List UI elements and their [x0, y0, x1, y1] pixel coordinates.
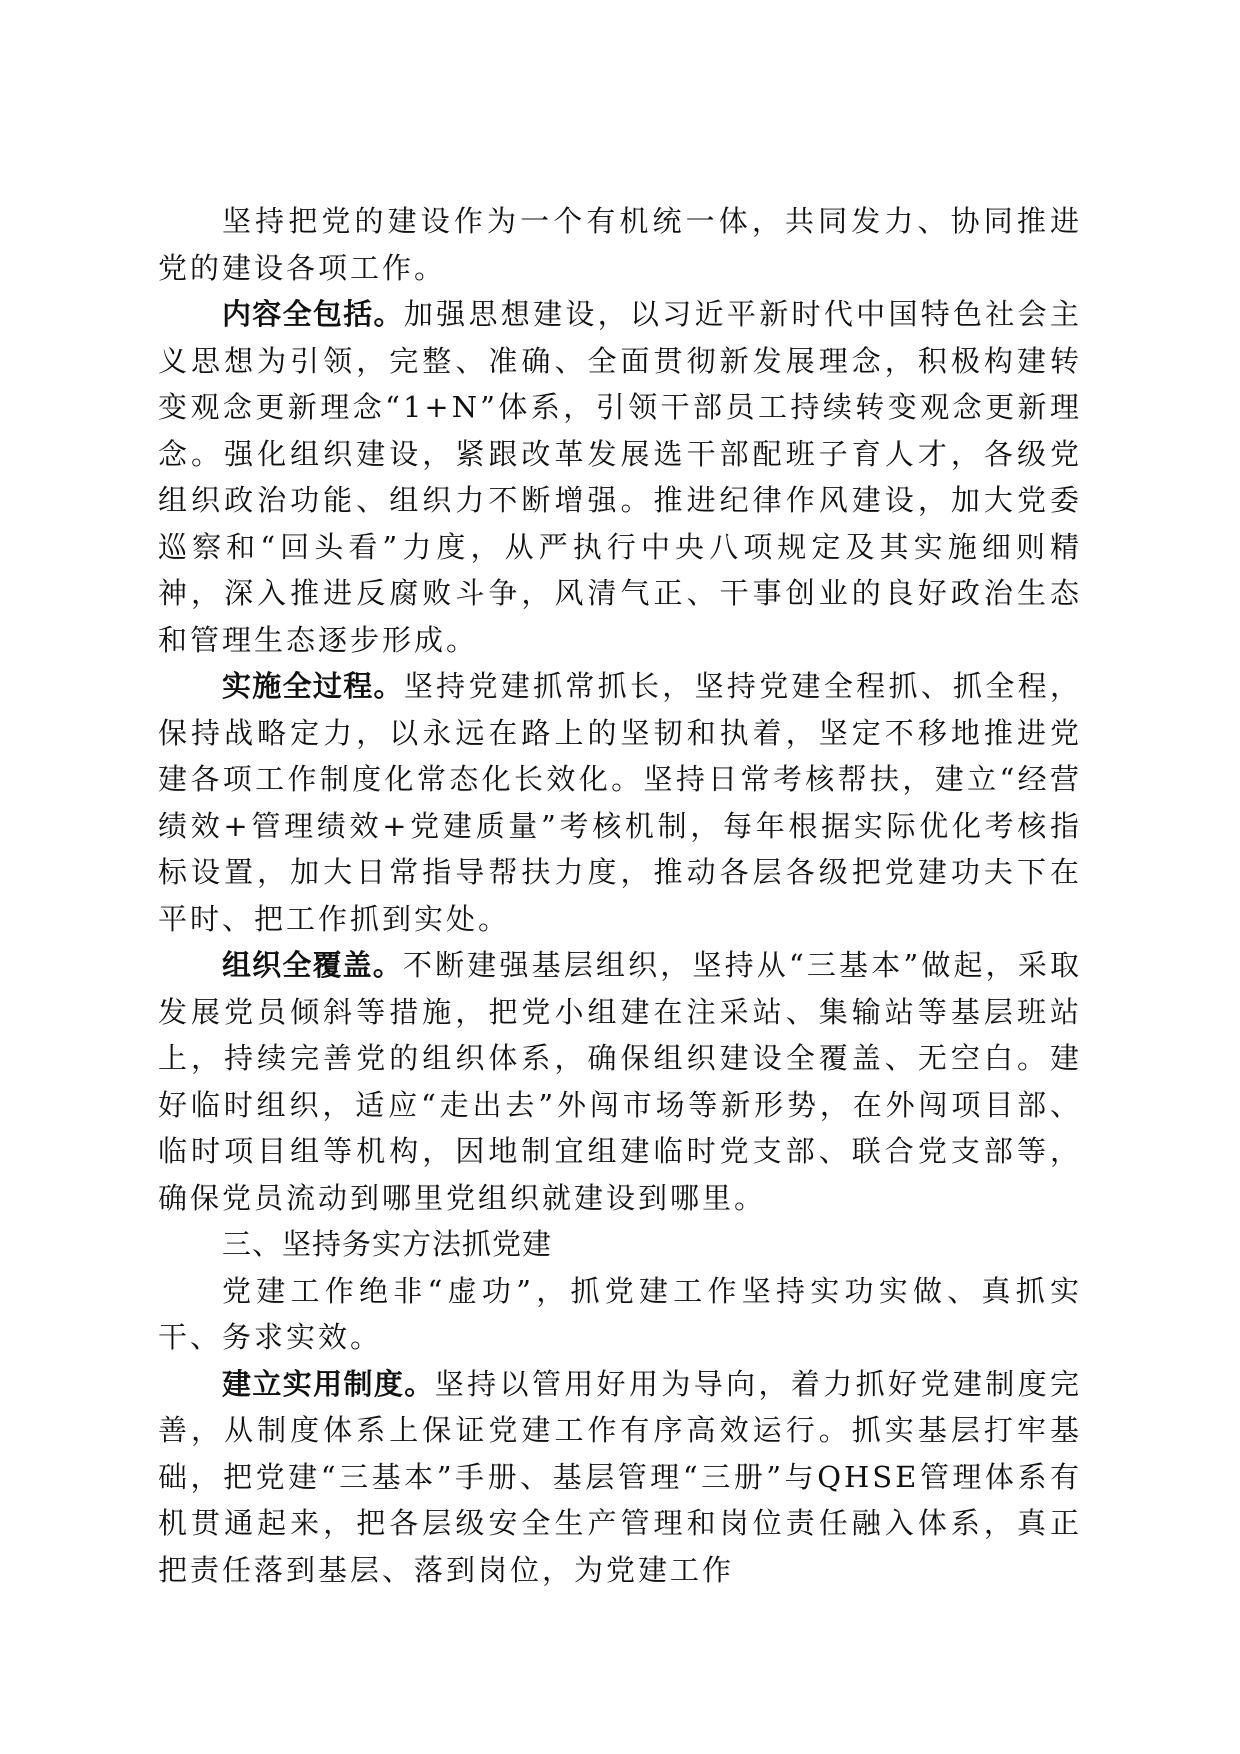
paragraph-organization-coverage	[158, 942, 1082, 1221]
paragraph-text: 加强思想建设，以习近平新时代中国特色社会主义思想为引领，完整、准确、全面贯彻新发展理念，积极构建转变观念更新理念“1+N”体系，引领干部员工持续转变观念更新理念。强化组织建设，紧跟改革发展选干部配班子育人才，各级党组织政治功能、组织力不断增强。推进纪律作风建设，加大党委巡察和“回头看”力度，从严执行中央八项规定及其实施细则精神，深入推进反腐败斗争，风清气正、干事创业的良好政治生态和管理生态逐步形成。	[158, 297, 1082, 657]
paragraph-text: 坚持以管用好用为导向，着力抓好党建制度完善，从制度体系上保证党建工作有序高效运行。抓实基层打牢基础，把党建“三基本”手册、基层管理“三册”与QHSE管理体系有机贯通起来，把各层级安全生产管理和岗位责任融入体系，真正把责任落到基层、落到岗位，为党建工作	[158, 1366, 1082, 1587]
document-page	[158, 198, 1082, 1593]
paragraph-text: 坚持党建抓常抓长，坚持党建全程抓、抓全程，保持战略定力，以永远在路上的坚韧和执着，坚定不移地推进党建各项工作制度化常态化长效化。坚持日常考核帮扶，建立“经营绩效+管理绩效+党建质量”考核机制，每年根据实际优化考核指标设置，加大日常指导帮扶力度，推动各层各级把党建功夫下在平时、把工作抓到实处。	[158, 669, 1082, 936]
paragraph-lead: 内容全包括。	[222, 297, 404, 331]
paragraph-full-process	[158, 663, 1082, 942]
paragraph-section-intro	[158, 1268, 1082, 1361]
paragraph-text: 不断建强基层组织，坚持从“三基本”做起，采取发展党员倾斜等措施，把党小组建在注采站、集输站等基层班站上，持续完善党的组织体系，确保组织建设全覆盖、无空白。建好临时组织，适应“走出去”外闯市场等新形势，在外闯项目部、临时项目组等机构，因地制宜组建临时党支部、联合党支部等，确保党员流动到哪里党组织就建设到哪里。	[158, 948, 1082, 1215]
paragraph-lead: 建立实用制度。	[222, 1366, 435, 1401]
paragraph-text: 党建工作绝非“虚功”，抓党建工作坚持实功实做、真抓实干、务求实效。	[158, 1273, 1082, 1354]
paragraph-text: 坚持把党的建设作为一个有机统一体，共同发力、协同推进党的建设各项工作。	[158, 204, 1082, 285]
paragraph-practical-system	[158, 1361, 1082, 1594]
paragraph-lead: 组织全覆盖。	[222, 948, 403, 982]
paragraph-intro	[158, 198, 1082, 291]
paragraph-lead: 实施全过程。	[222, 669, 404, 703]
section-heading: 三、坚持务实方法抓党建	[222, 1227, 553, 1261]
paragraph-content-coverage	[158, 291, 1082, 663]
